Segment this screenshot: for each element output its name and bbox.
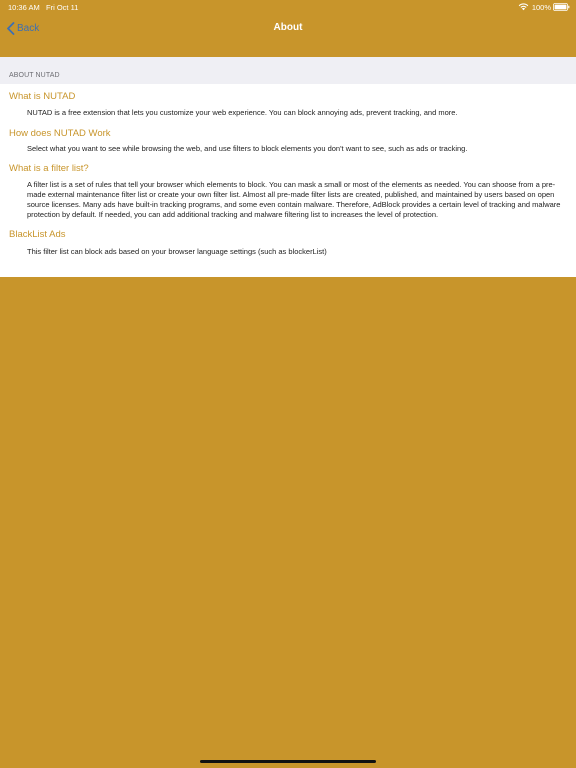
list-item bbox=[0, 163, 576, 220]
list-item bbox=[0, 229, 576, 257]
item-body: This filter list can block ads based on your browser language settings (such as blockerList) bbox=[27, 247, 327, 256]
status-time: 10:36 AM bbox=[8, 3, 40, 12]
item-title: BlackList Ads bbox=[9, 229, 66, 240]
item-body: NUTAD is a free extension that lets you customize your web experience. You can block annoying ads, prevent tracking, and more. bbox=[27, 108, 458, 117]
status-date: Fri Oct 11 bbox=[46, 3, 79, 12]
wifi-icon bbox=[518, 2, 529, 11]
list-item bbox=[0, 128, 576, 154]
item-title: What is NUTAD bbox=[9, 91, 76, 102]
about-content bbox=[0, 57, 576, 277]
page-title: About bbox=[273, 22, 303, 33]
battery-icon bbox=[553, 3, 570, 11]
item-title: How does NUTAD Work bbox=[9, 128, 111, 139]
item-title: What is a filter list? bbox=[9, 163, 89, 174]
back-label: Back bbox=[17, 22, 40, 34]
home-indicator[interactable] bbox=[200, 760, 376, 763]
item-body: Select what you want to see while browsing the web, and use filters to block elements you don't want to see, such as ads or tracking. bbox=[27, 144, 468, 153]
list-item bbox=[0, 91, 576, 118]
item-body: A filter list is a set of rules that tell your browser which elements to block. You can mask a small or most of the elements as needed. You can shoose from a pre-made external maintenance filter list or create your own filter list. Almost all pre-made filter lists are created, published, and maintained by users based on open source licenses. Many ads have built-in tracking programs, and some even contain malware. Therefore, AdBlock provides a certain level of tracking and malware protection by default. If needed, you can add additional tracking and malware filtering list to increases the level of protection. bbox=[27, 180, 561, 219]
status-bar bbox=[0, 0, 576, 14]
navigation-bar bbox=[0, 14, 576, 56]
section-header: ABOUT NUTAD bbox=[0, 57, 576, 84]
battery-percent: 100% bbox=[531, 3, 551, 12]
